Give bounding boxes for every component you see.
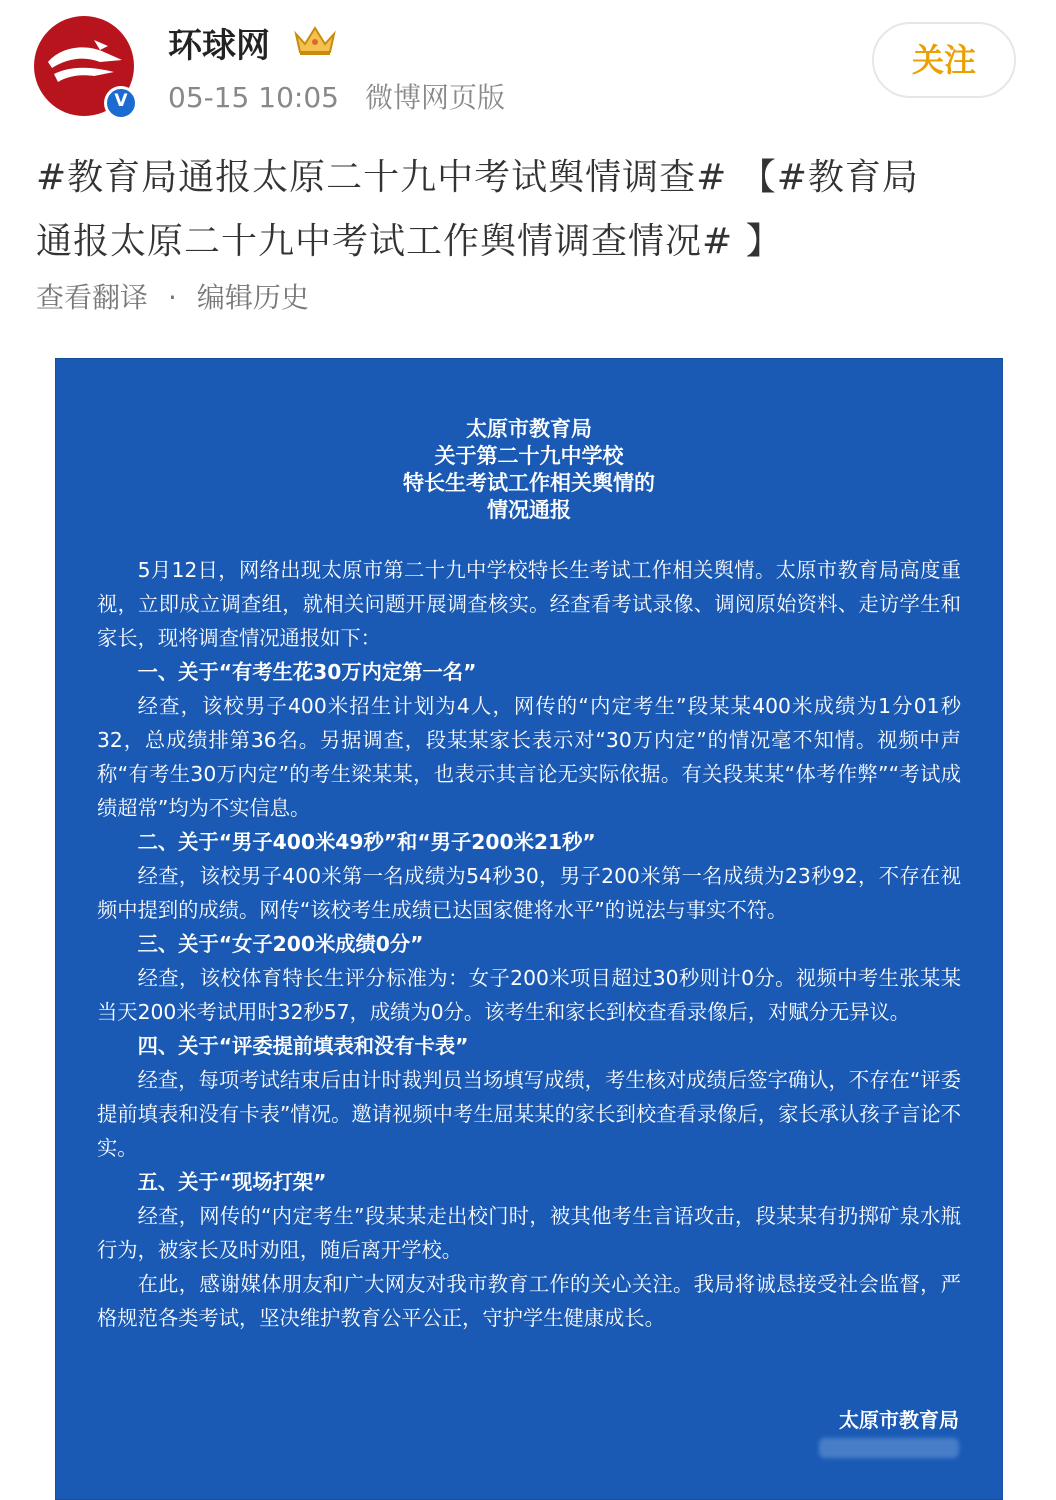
- notice-paragraph: 经查，每项考试结束后由计时裁判员当场填写成绩，考生核对成绩后签字确认，不存在“评委提前填表和没有卡表”情况。邀请视频中考生屈某某的家长到校查看录像后，家长承认孩子言论不实。: [97, 1068, 961, 1160]
- post-actions: [36, 276, 309, 316]
- username[interactable]: 环球网: [168, 26, 270, 66]
- notice-title-line: 关于第二十九中学校: [434, 444, 624, 468]
- post-source: 微博网页版: [364, 81, 505, 114]
- notice-section-heading: 一、关于“有考生花30万内定第一名”: [137, 660, 477, 684]
- post-header: [0, 0, 1056, 130]
- notice-title-line: 情况通报: [487, 498, 571, 522]
- notice-paragraph: 在此，感谢媒体朋友和广大网友对我市教育工作的关心关注。我局将诚恳接受社会监督，严格规范各类考试，坚决维护教育公平公正，守护学生健康成长。: [97, 1272, 961, 1330]
- post-text-line[interactable]: 通报太原二十九中考试工作舆情调查情况# 】: [36, 221, 783, 262]
- notice-body: [97, 553, 961, 1335]
- separator: ·: [168, 281, 177, 314]
- post-meta: [168, 76, 505, 116]
- notice-section-heading: 四、关于“评委提前填表和没有卡表”: [137, 1034, 469, 1058]
- notice-section-heading: 二、关于“男子400米49秒”和“男子200米21秒”: [137, 830, 596, 854]
- notice-paragraph: 5月12日，网络出现太原市第二十九中学校特长生考试工作相关舆情。太原市教育局高度重视，立即成立调查组，就相关问题开展调查核实。经查看考试录像、调阅原始资料、走访学生和家长，现将调查情况通报如下：: [97, 558, 961, 650]
- notice-signature: 太原市教育局: [839, 1408, 959, 1432]
- notice-image[interactable]: [55, 358, 1003, 1500]
- post-text-line[interactable]: #教育局通报太原二十九中考试舆情调查# 【#教育局: [36, 157, 919, 198]
- notice-title-line: 太原市教育局: [466, 417, 592, 441]
- notice-section-heading: 三、关于“女子200米成绩0分”: [137, 932, 424, 956]
- post-text: [36, 146, 1026, 274]
- translate-link[interactable]: 查看翻译: [36, 281, 149, 314]
- notice-title: [55, 416, 1003, 524]
- notice-paragraph: 经查，该校男子400米招生计划为4人，网传的“内定考生”段某某400米成绩为1分01秒32，总成绩排第36名。另据调查，段某某家长表示对“30万内定”的情况毫不知情。视频中声称“有考生30万内定”的考生梁某某，也表示其言论无实际依据。有关段某某“体考作弊”“考试成绩超常”均为不实信息。: [97, 694, 961, 820]
- edit-history-link[interactable]: 编辑历史: [196, 281, 309, 314]
- notice-title-line: 特长生考试工作相关舆情的: [403, 471, 655, 495]
- post-time: 05-15 10:05: [168, 81, 339, 114]
- notice-paragraph: 经查，该校体育特长生评分标准为：女子200米项目超过30秒则计0分。视频中考生张某某当天200米考试用时32秒57，成绩为0分。该考生和家长到校查看录像后，对赋分无异议。: [97, 966, 961, 1024]
- blurred-date: [819, 1438, 959, 1458]
- follow-button[interactable]: 关注: [872, 22, 1016, 98]
- crown-icon: [292, 22, 338, 58]
- notice-paragraph: 经查，网传的“内定考生”段某某走出校门时，被其他考生言语攻击，段某某有扔掷矿泉水瓶行为，被家长及时劝阻，随后离开学校。: [97, 1204, 961, 1262]
- notice-paragraph: 经查，该校男子400米第一名成绩为54秒30，男子200米第一名成绩为23秒92，不存在视频中提到的成绩。网传“该校考生成绩已达国家健将水平”的说法与事实不符。: [97, 864, 961, 922]
- verified-badge-icon: V: [104, 86, 138, 120]
- notice-section-heading: 五、关于“现场打架”: [137, 1170, 327, 1194]
